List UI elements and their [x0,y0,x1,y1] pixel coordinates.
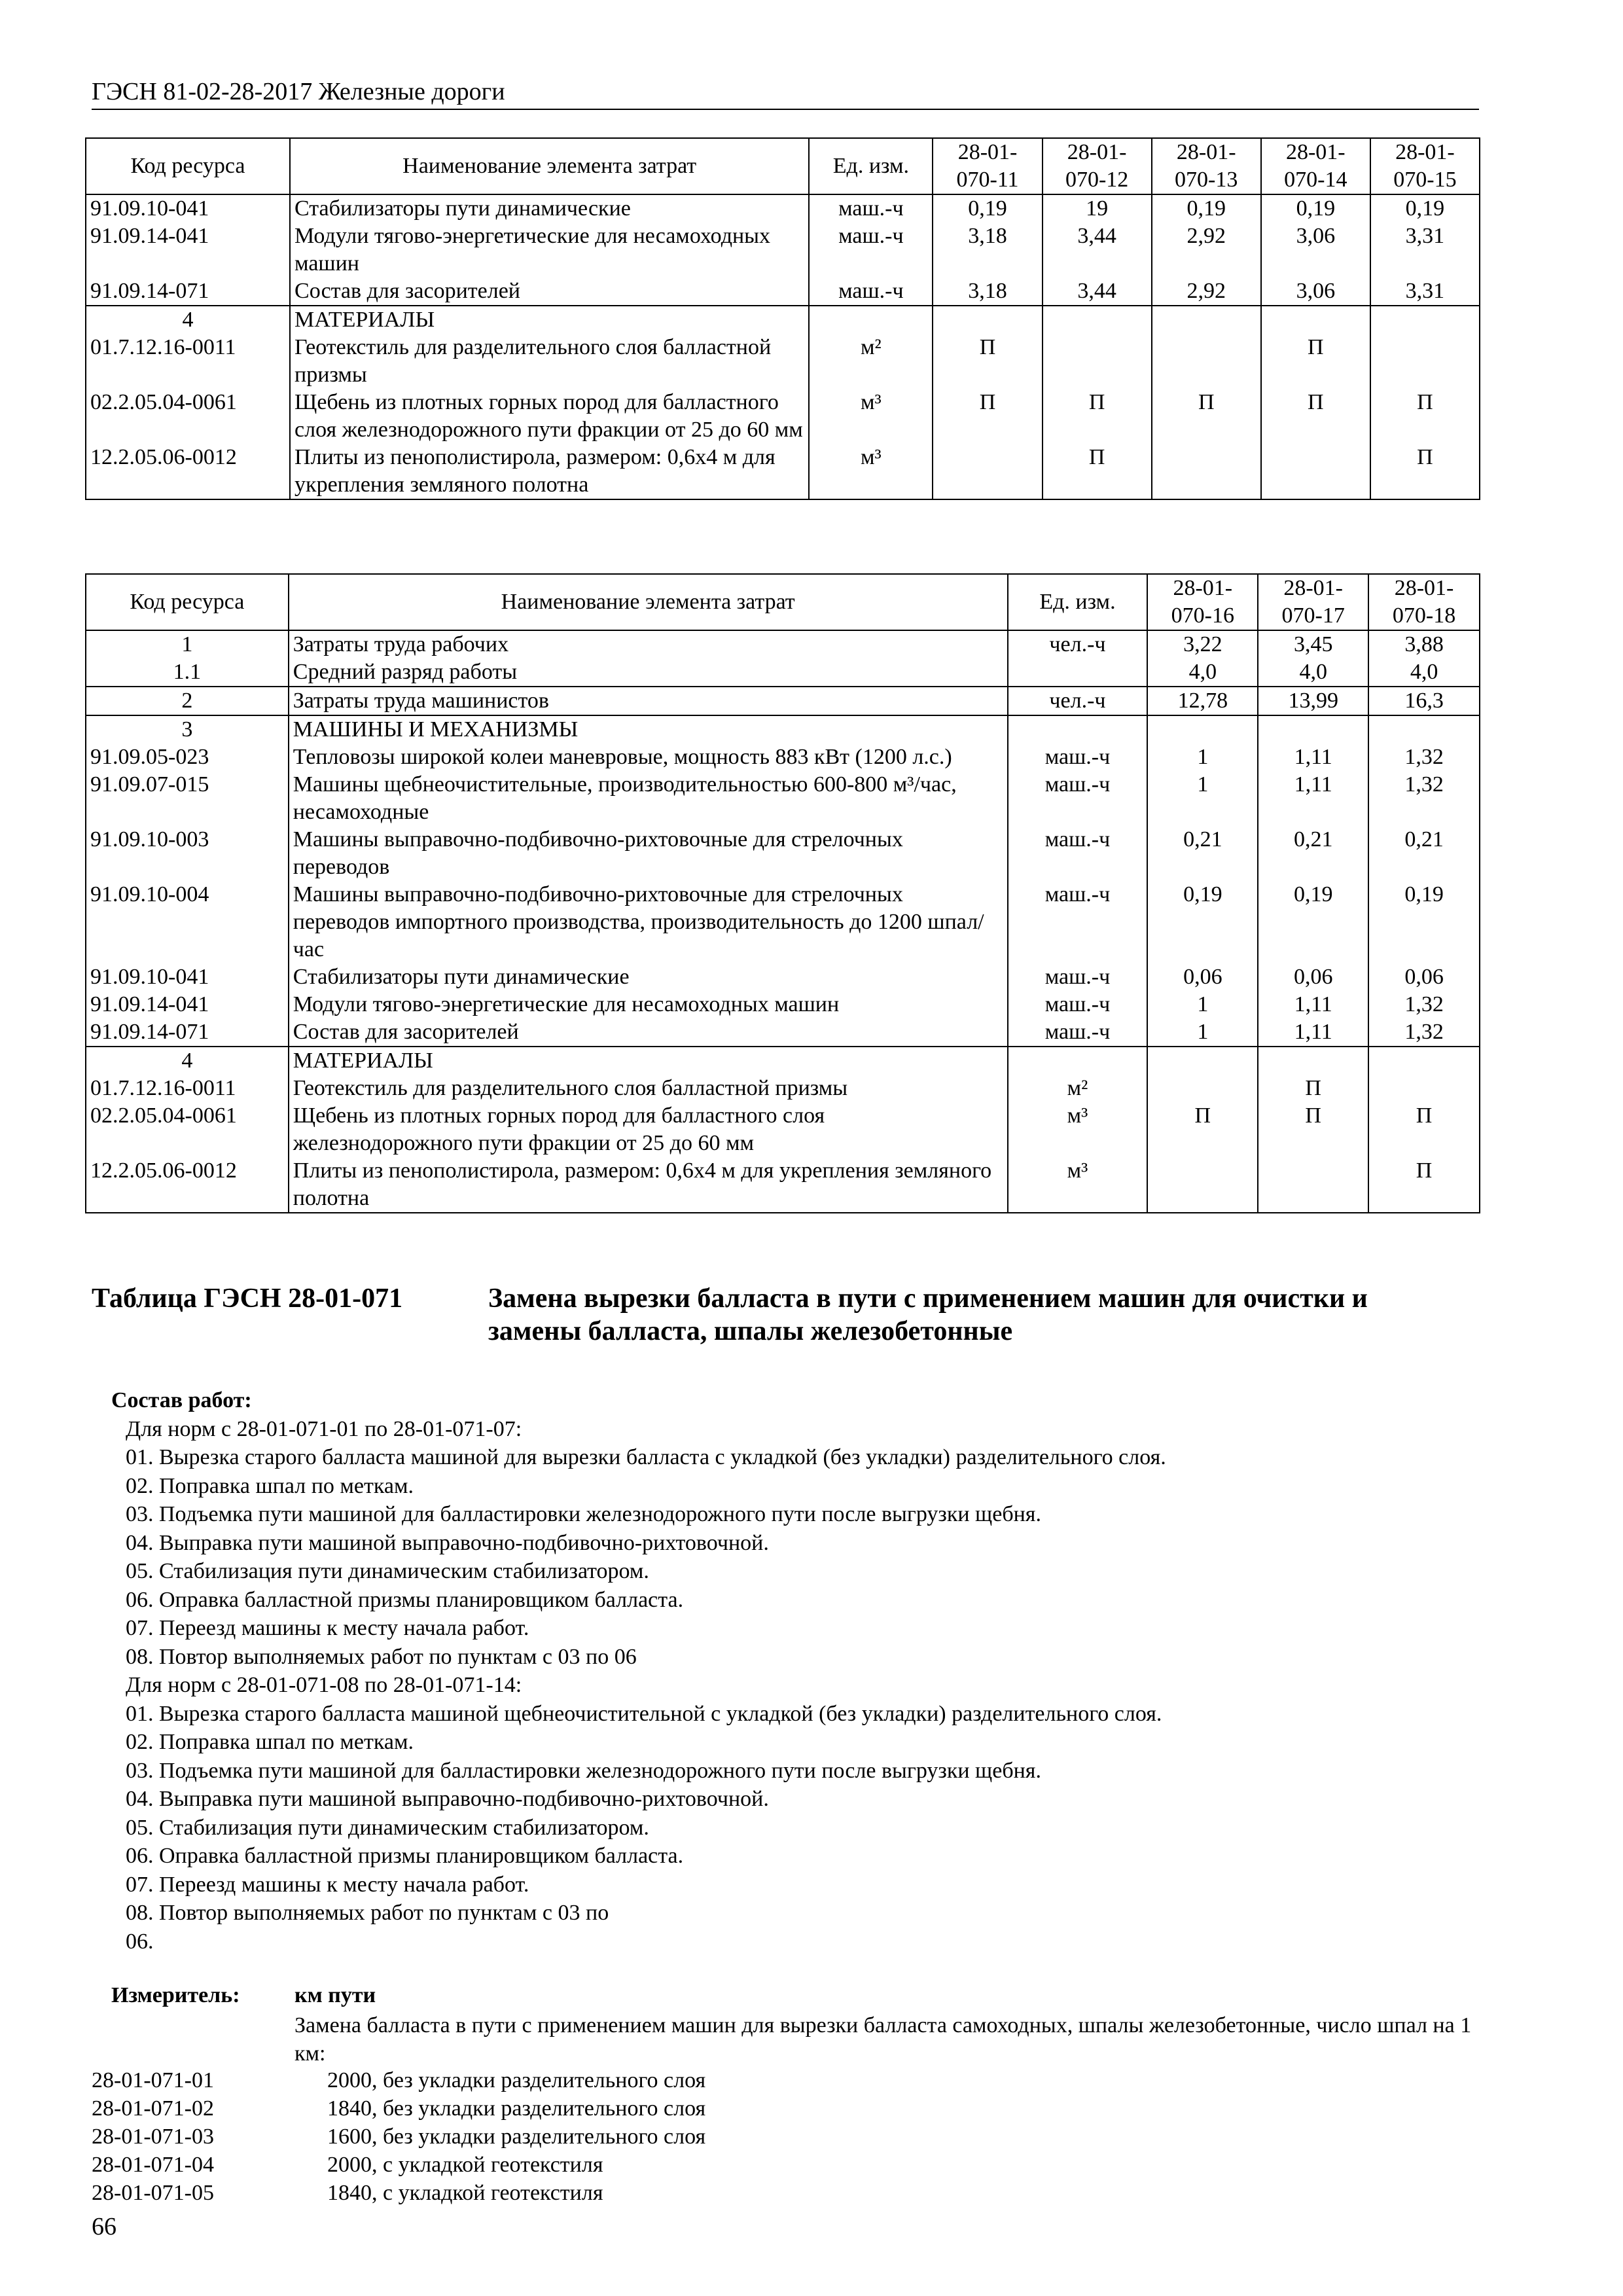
cell-name: Машины выправочно-подбивочно-рихтовочные для стрелочных переводов импортного производства, производительность до 1200 шпал/час [289,881,1008,963]
table-row [86,826,1480,881]
cell-value: 2,92 [1152,223,1261,278]
header-norm-col: 28-01- 070-12 [1043,138,1152,194]
cell-value: 0,21 [1368,826,1480,881]
table-row [86,1075,1480,1102]
cell-code: 02.2.05.04-0061 [86,389,290,444]
cell-name: Стабилизаторы пути динамические [289,963,1008,991]
cell-value [1368,1047,1480,1075]
header-name: Наименование элемента затрат [290,138,809,194]
measure-label: Измеритель: [111,1983,240,2007]
cell-value: 0,19 [1370,194,1480,223]
cell-unit: м³ [1008,1157,1148,1213]
cell-value: П [1261,389,1370,444]
work-composition-title: Состав работ: [111,1388,252,1412]
table-row [86,334,1480,389]
cell-code: 01.7.12.16-0011 [86,334,290,389]
cell-name: Геотекстиль для разделительного слоя балластной призмы [290,334,809,389]
cell-unit: чел.-ч [1008,687,1148,715]
cell-name: Щебень из плотных горных пород для балластного слоя железнодорожного пути фракции от 25 до 60 мм [290,389,809,444]
table-row [86,223,1480,278]
cell-code: 02.2.05.04-0061 [86,1102,289,1157]
cell-unit: маш.-ч [809,223,933,278]
cell-value: П [1043,389,1152,444]
cell-unit: чел.-ч [1008,630,1148,658]
norm-description: 2000, с укладкой геотекстиля [327,2153,603,2177]
cell-name: МАШИНЫ И МЕХАНИЗМЫ [289,715,1008,744]
cell-value: 1 [1147,744,1258,771]
cell-name: Средний разряд работы [289,658,1008,687]
work-step-line: 01. Вырезка старого балласта машиной щебнеочистительной с укладкой (без укладки) разделительного слоя. [126,1701,1162,1726]
cell-value: 3,31 [1370,278,1480,306]
cell-value [1368,715,1480,744]
cell-value: 0,06 [1258,963,1368,991]
cell-name: МАТЕРИАЛЫ [289,1047,1008,1075]
table-caption-title-line1: Замена вырезки балласта в пути с применением машин для очистки и [488,1283,1368,1314]
cell-value: 16,3 [1368,687,1480,715]
table-row [86,1157,1480,1213]
cell-value [1043,334,1152,389]
cell-value: 1 [1147,991,1258,1018]
cell-value [1152,334,1261,389]
cell-value [1370,306,1480,334]
work-step-line: 08. Повтор выполняемых работ по пунктам с 03 по [126,1901,609,1925]
table-row [86,389,1480,444]
header-rule [92,109,1479,110]
table-row [86,687,1480,715]
cell-value: 19 [1043,194,1152,223]
cell-value: П [1043,444,1152,499]
cell-value: 0,21 [1258,826,1368,881]
cell-value [1370,334,1480,389]
header-unit: Ед. изм. [809,138,933,194]
cell-value: 3,44 [1043,223,1152,278]
cell-name: Машины щебнеочистительные, производительностью 600-800 м³/час, несамоходные [289,771,1008,826]
cell-name: Плиты из пенополистирола, размером: 0,6х4 м для укрепления земляного полотна [289,1157,1008,1213]
cell-value: 4,0 [1147,658,1258,687]
work-step-line: 04. Выправка пути машиной выправочно-подбивочно-рихтовочной. [126,1787,769,1811]
work-step-line: 03. Подъемка пути машиной для балластировки железнодорожного пути после выгрузки щебня. [126,1758,1041,1783]
cell-value: П [933,334,1042,389]
cell-value [1043,306,1152,334]
header-code: Код ресурса [86,138,290,194]
cell-value: 0,19 [1152,194,1261,223]
work-step-line: 01. Вырезка старого балласта машиной для вырезки балласта с укладкой (без укладки) разделительного слоя. [126,1445,1166,1469]
cell-unit: маш.-ч [1008,991,1148,1018]
cell-value: 0,19 [933,194,1042,223]
cell-value: 3,22 [1147,630,1258,658]
norm-code-row [92,2153,603,2178]
cell-name: Плиты из пенополистирола, размером: 0,6х4 м для укрепления земляного полотна [290,444,809,499]
work-step-line: 02. Поправка шпал по меткам. [126,1473,414,1498]
table-row [86,444,1480,499]
table-row [86,771,1480,826]
cell-value: 4,0 [1258,658,1368,687]
cell-code: 91.09.14-071 [86,278,290,306]
table-row [86,963,1480,991]
cell-name: Затраты труда машинистов [289,687,1008,715]
norm-description: 1840, без укладки разделительного слоя [327,2096,706,2121]
cell-value: 2,92 [1152,278,1261,306]
cell-value: 1,32 [1368,991,1480,1018]
header-norm-col: 28-01- 070-15 [1370,138,1480,194]
cell-code: 91.09.10-041 [86,963,289,991]
norm-description: 1600, без укладки разделительного слоя [327,2125,706,2149]
cell-value [1261,444,1370,499]
cell-code: 4 [86,1047,289,1075]
cell-code: 01.7.12.16-0011 [86,1075,289,1102]
norm-code: 28-01-071-05 [92,2181,214,2205]
cell-value [1152,306,1261,334]
cell-value: 3,31 [1370,223,1480,278]
header-norm-col: 28-01- 070-17 [1258,574,1368,630]
work-step-line: 07. Переезд машины к месту начала работ. [126,1872,529,1897]
cell-value [1258,1157,1368,1213]
table-row [86,881,1480,963]
cell-value: П [1368,1102,1480,1157]
cell-value: П [1147,1102,1258,1157]
cell-code: 91.09.10-041 [86,194,290,223]
measure-description: Замена балласта в пути с применением машин для вырезки балласта самоходных, шпалы железобетонные, число шпал на 1 км: [294,2013,1472,2066]
cell-unit: маш.-ч [809,194,933,223]
cell-unit: маш.-ч [1008,744,1148,771]
cell-value: 0,06 [1368,963,1480,991]
cell-code: 91.09.14-071 [86,1018,289,1047]
cell-value: 12,78 [1147,687,1258,715]
norm-code-row [92,2125,706,2149]
cell-value: П [1258,1102,1368,1157]
cell-value: 1,32 [1368,771,1480,826]
work-step-line: 05. Стабилизация пути динамическим стабилизатором. [126,1559,649,1583]
cell-unit [1008,658,1148,687]
cell-value: 0,19 [1147,881,1258,963]
norm-description: 1840, с укладкой геотекстиля [327,2181,603,2205]
measure-unit: км пути [294,1983,376,2007]
work-composition [111,1386,1166,1956]
cell-value: 13,99 [1258,687,1368,715]
cell-name: Состав для засорителей [289,1018,1008,1047]
work-step-line: 06. [126,1929,154,1954]
cell-value: 1,11 [1258,1018,1368,1047]
cell-unit [1008,1047,1148,1075]
cell-code: 2 [86,687,289,715]
section-row [86,1047,1480,1075]
work-step-line: 05. Стабилизация пути динамическим стабилизатором. [126,1815,649,1840]
table-row [86,991,1480,1018]
cell-value [1152,444,1261,499]
cell-unit [809,306,933,334]
cell-name: Модули тягово-энергетические для несамоходных машин [290,223,809,278]
cell-value: 0,19 [1261,194,1370,223]
cell-value: 1,32 [1368,1018,1480,1047]
table-row [86,658,1480,687]
cell-value [1147,1157,1258,1213]
page-header-title: ГЭСН 81-02-28-2017 Железные дороги [92,78,505,105]
cell-value: 3,18 [933,278,1042,306]
cell-value [1258,715,1368,744]
work-step-line: 02. Поправка шпал по меткам. [126,1730,414,1754]
norm-code-row [92,2096,706,2121]
cell-value: 3,44 [1043,278,1152,306]
cell-value: 0,19 [1258,881,1368,963]
cell-name: Затраты труда рабочих [289,630,1008,658]
cell-code: 91.09.07-015 [86,771,289,826]
cell-name: Стабилизаторы пути динамические [290,194,809,223]
cell-code: 4 [86,306,290,334]
cell-name: Тепловозы широкой колеи маневровые, мощность 883 кВт (1200 л.с.) [289,744,1008,771]
cell-code: 12.2.05.06-0012 [86,444,290,499]
cell-value: 1,11 [1258,771,1368,826]
cell-value [1258,1047,1368,1075]
cell-code: 91.09.14-041 [86,991,289,1018]
cell-unit: маш.-ч [1008,826,1148,881]
table-row [86,194,1480,223]
norm-code: 28-01-071-02 [92,2096,214,2121]
cell-unit: маш.-ч [1008,771,1148,826]
cell-value [1147,1075,1258,1102]
norm-code: 28-01-071-04 [92,2153,214,2177]
cell-name: Состав для засорителей [290,278,809,306]
table-caption-label: Таблица ГЭСН 28-01-071 [92,1283,403,1314]
work-step-line: Для норм с 28-01-071-08 по 28-01-071-14: [126,1673,522,1697]
cell-value: П [1261,334,1370,389]
norm-code-row [92,2068,706,2093]
cell-value: П [1370,444,1480,499]
cell-value: 1,11 [1258,991,1368,1018]
cell-value: 0,19 [1368,881,1480,963]
header-unit: Ед. изм. [1008,574,1148,630]
header-norm-col: 28-01- 070-14 [1261,138,1370,194]
cell-value: 3,88 [1368,630,1480,658]
cell-name: МАТЕРИАЛЫ [290,306,809,334]
cell-code: 91.09.14-041 [86,223,290,278]
cell-value: 3,18 [933,223,1042,278]
cell-unit: маш.-ч [809,278,933,306]
cell-value [933,306,1042,334]
cell-value: 4,0 [1368,658,1480,687]
table-row [86,744,1480,771]
cell-unit: маш.-ч [1008,963,1148,991]
resource-table-070-11-15 [85,137,1480,500]
cell-value: 3,06 [1261,223,1370,278]
table-row [86,278,1480,306]
cell-value: П [1368,1157,1480,1213]
cell-code: 3 [86,715,289,744]
cell-value: П [1152,389,1261,444]
resource-table-070-16-18 [85,573,1480,1213]
cell-value: 1,32 [1368,744,1480,771]
cell-code: 91.09.10-003 [86,826,289,881]
cell-unit: маш.-ч [1008,1018,1148,1047]
cell-value: П [1370,389,1480,444]
cell-name: Модули тягово-энергетические для несамоходных машин [289,991,1008,1018]
cell-unit: м³ [1008,1102,1148,1157]
page-number: 66 [92,2213,116,2240]
cell-value [1147,1047,1258,1075]
work-step-line: 03. Подъемка пути машиной для балластировки железнодорожного пути после выгрузки щебня. [126,1502,1041,1526]
work-step-line: 07. Переезд машины к месту начала работ. [126,1616,529,1640]
table-row [86,1102,1480,1157]
work-step-line: Для норм с 28-01-071-01 по 28-01-071-07: [126,1416,522,1441]
work-step-line: 08. Повтор выполняемых работ по пунктам с 03 по 06 [126,1644,637,1669]
section-row [86,306,1480,334]
cell-value: 3,45 [1258,630,1368,658]
norm-code: 28-01-071-03 [92,2125,214,2149]
cell-value: 1 [1147,1018,1258,1047]
header-norm-col: 28-01- 070-13 [1152,138,1261,194]
table-row [86,630,1480,658]
section-row [86,715,1480,744]
cell-code: 91.09.05-023 [86,744,289,771]
header-code: Код ресурса [86,574,289,630]
cell-value: 1 [1147,771,1258,826]
cell-name: Щебень из плотных горных пород для балластного слоя железнодорожного пути фракции от 25 до 60 мм [289,1102,1008,1157]
cell-value [933,444,1042,499]
norm-code: 28-01-071-01 [92,2068,214,2092]
cell-value: 0,21 [1147,826,1258,881]
cell-code: 1.1 [86,658,289,687]
cell-unit: м³ [809,389,933,444]
cell-value: П [1258,1075,1368,1102]
cell-value: П [933,389,1042,444]
cell-value: 3,06 [1261,278,1370,306]
cell-value: 0,06 [1147,963,1258,991]
cell-value [1368,1075,1480,1102]
work-step-line: 06. Оправка балластной призмы планировщиком балласта. [126,1844,684,1868]
table-row [86,1018,1480,1047]
cell-name: Машины выправочно-подбивочно-рихтовочные для стрелочных переводов [289,826,1008,881]
header-norm-col: 28-01- 070-16 [1147,574,1258,630]
header-name: Наименование элемента затрат [289,574,1008,630]
header-norm-col: 28-01- 070-11 [933,138,1042,194]
cell-unit: м² [809,334,933,389]
cell-unit: м³ [809,444,933,499]
norm-description: 2000, без укладки разделительного слоя [327,2068,706,2092]
cell-value [1261,306,1370,334]
norm-code-row [92,2181,603,2206]
work-step-line: 04. Выправка пути машиной выправочно-подбивочно-рихтовочной. [126,1530,769,1555]
cell-code: 1 [86,630,289,658]
cell-unit: м² [1008,1075,1148,1102]
table-caption-title-line2: замены балласта, шпалы железобетонные [488,1316,1013,1346]
cell-code: 12.2.05.06-0012 [86,1157,289,1213]
cell-value [1147,715,1258,744]
header-norm-col: 28-01- 070-18 [1368,574,1480,630]
cell-unit: маш.-ч [1008,881,1148,963]
cell-unit [1008,715,1148,744]
cell-code: 91.09.10-004 [86,881,289,963]
cell-value: 1,11 [1258,744,1368,771]
cell-name: Геотекстиль для разделительного слоя балластной призмы [289,1075,1008,1102]
work-step-line: 06. Оправка балластной призмы планировщиком балласта. [126,1587,684,1612]
